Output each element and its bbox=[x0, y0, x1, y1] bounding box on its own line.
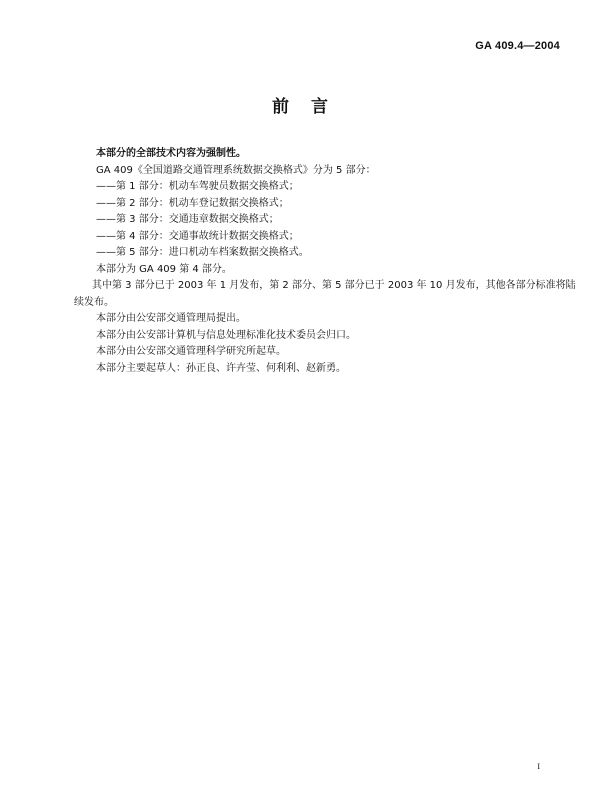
foreword-body bbox=[74, 146, 578, 377]
list-item-part-3: ——第 3 部分：交通违章数据交换格式； bbox=[96, 214, 279, 225]
paragraph-centralized-by: 本部分由公安部计算机与信息处理标准化技术委员会归口。 bbox=[96, 329, 356, 341]
paragraph-proposed-by: 本部分由公安部交通管理局提出。 bbox=[96, 313, 246, 324]
page-number: I bbox=[537, 762, 540, 771]
paragraph-this-part: 本部分为 GA 409 第 4 部分。 bbox=[96, 263, 232, 275]
list-item-part-1: ——第 1 部分：机动车驾驶员数据交换格式； bbox=[96, 181, 299, 192]
list-item-part-5: ——第 5 部分：进口机动车档案数据交换格式。 bbox=[96, 247, 309, 258]
standard-code: GA 409.4—2004 bbox=[475, 40, 560, 52]
paragraph-mandatory: 本部分的全部技术内容为强制性。 bbox=[96, 148, 246, 159]
page-title: 前言 bbox=[272, 97, 350, 117]
paragraph-drafters: 本部分主要起草人：孙正良、许卉莹、何利利、赵新勇。 bbox=[96, 362, 346, 374]
list-item-part-4: ——第 4 部分：交通事故统计数据交换格式； bbox=[96, 230, 299, 242]
paragraph-drafted-by: 本部分由公安部交通管理科学研究所起草。 bbox=[96, 346, 286, 357]
paragraph-parts-intro: GA 409《全国道路交通管理系统数据交换格式》分为 5 部分： bbox=[96, 164, 376, 176]
list-item-part-2: ——第 2 部分：机动车登记数据交换格式； bbox=[96, 197, 289, 209]
paragraph-publication: 其中第 3 部分已于 2003 年 1 月发布，第 2 部分、第 5 部分已于 2003 年 10 月发布，其他各部分标准将陆续发布。 bbox=[74, 280, 576, 308]
